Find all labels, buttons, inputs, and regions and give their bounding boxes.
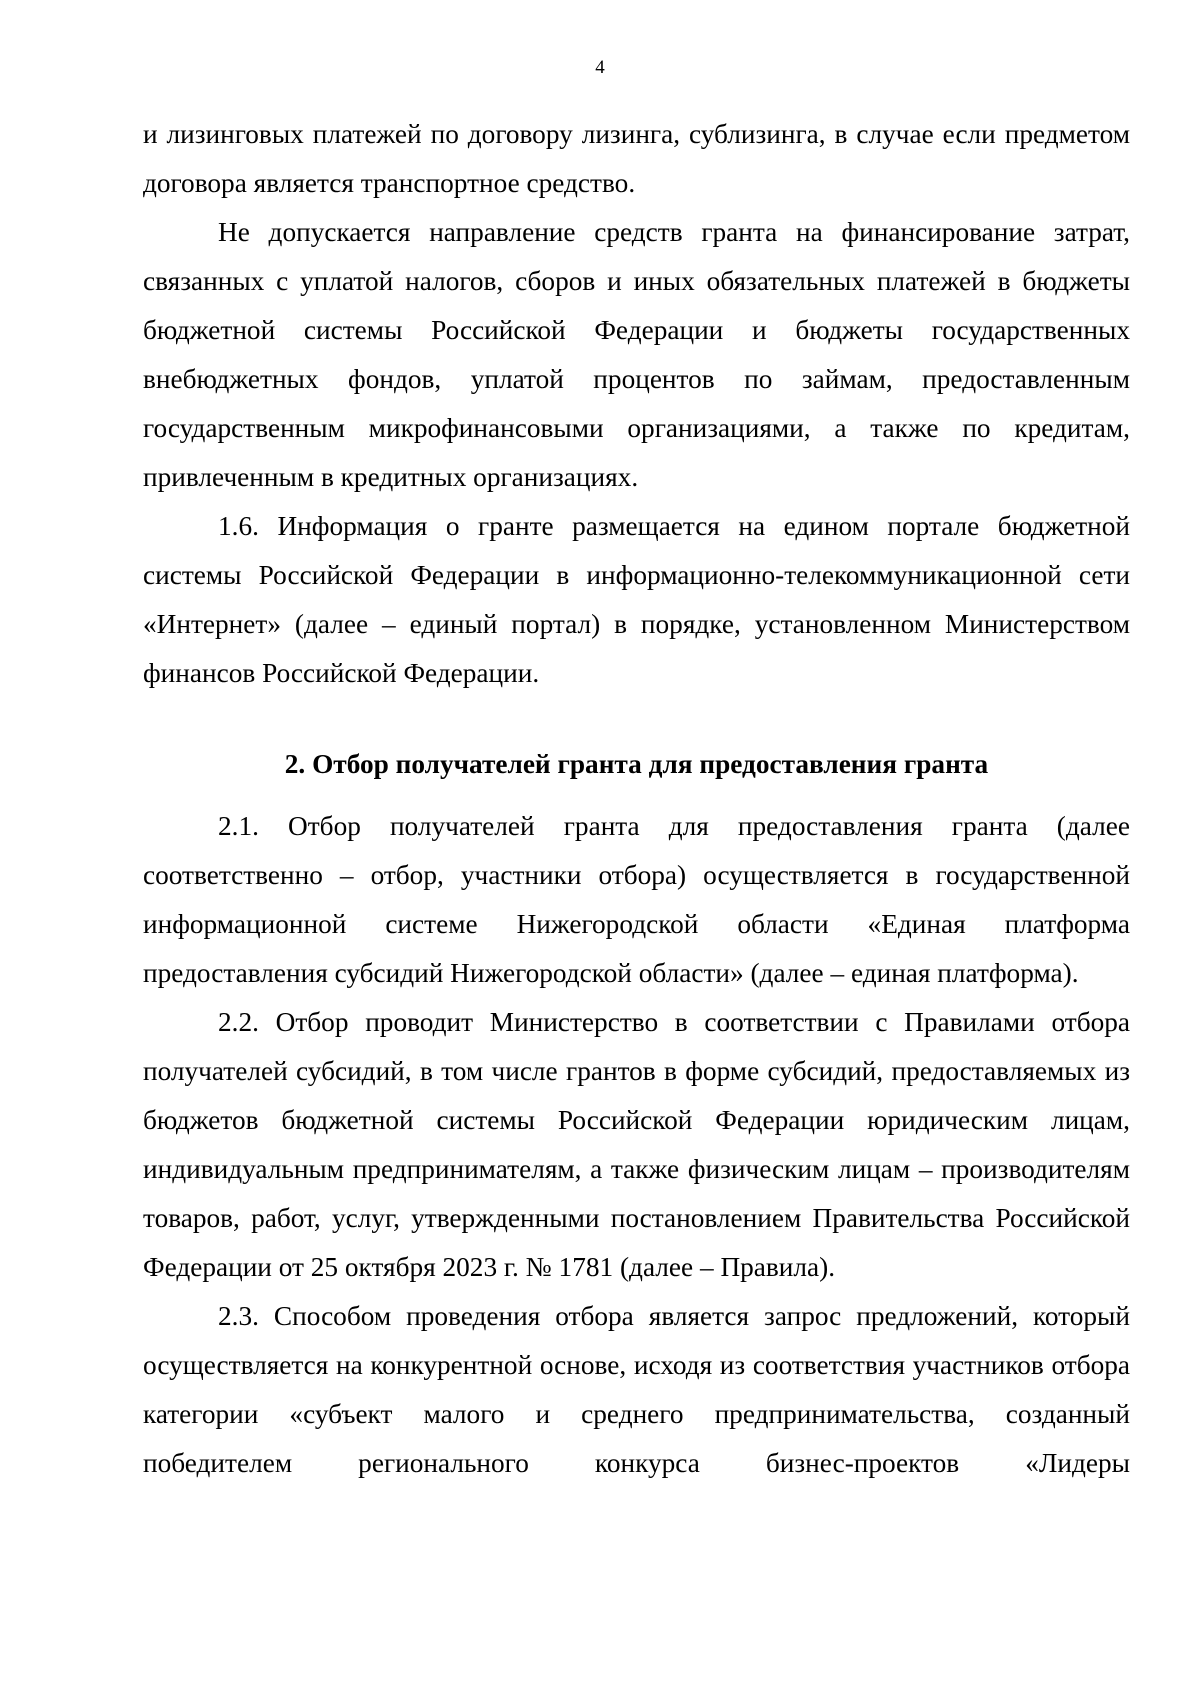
- document-body: [143, 110, 1130, 1488]
- section-heading: 2. Отбор получателей гранта для предоставления гранта: [284, 749, 989, 779]
- paragraph-1-6: 1.6. Информация о гранте размещается на едином портале бюджетной системы Российской Федерации в информационно-телекоммуникационной сети «Интернет» (далее – единый портал) в порядке, установленном Министерством финансов Российской Федерации.: [143, 511, 1130, 688]
- paragraph-2-2: 2.2. Отбор проводит Министерство в соответствии с Правилами отбора получателей субсидий, в том числе грантов в форме субсидий, предоставляемых из бюджетов бюджетной системы Российской Федерации юридическим лицам, индивидуальным предпринимателям, а также физическим лицам – производителям товаров, работ, услуг, утвержденными постановлением Правительства Российской Федерации от 25 октября 2023 г. № 1781 (далее – Правила).: [143, 1007, 1130, 1282]
- page-number: 4: [595, 57, 605, 78]
- paragraph-2-1: 2.1. Отбор получателей гранта для предоставления гранта (далее соответственно – отбор, участники отбора) осуществляется в государственной информационной системе Нижегородской области «Единая платформа предоставления субсидий Нижегородской области» (далее – единая платформа).: [143, 811, 1130, 988]
- paragraph-continuation: и лизинговых платежей по договору лизинга, сублизинга, в случае если предметом договора является транспортное средство.: [143, 119, 1130, 198]
- paragraph-restriction: Не допускается направление средств гранта на финансирование затрат, связанных с уплатой налогов, сборов и иных обязательных платежей в бюджеты бюджетной системы Российской Федерации и бюджеты государственных внебюджетных фондов, уплатой процентов по займам, предоставленным государственным микрофинансовыми организациями, а также по кредитам, привлеченным в кредитных организациях.: [143, 217, 1130, 492]
- paragraph-2-3: 2.3. Способом проведения отбора является запрос предложений, который осуществляется на конкурентной основе, исходя из соответствия участников отбора категории «субъект малого и среднего предпринимательства, созданный победителем регионального конкурса бизнес-проектов «Лидеры: [143, 1301, 1130, 1478]
